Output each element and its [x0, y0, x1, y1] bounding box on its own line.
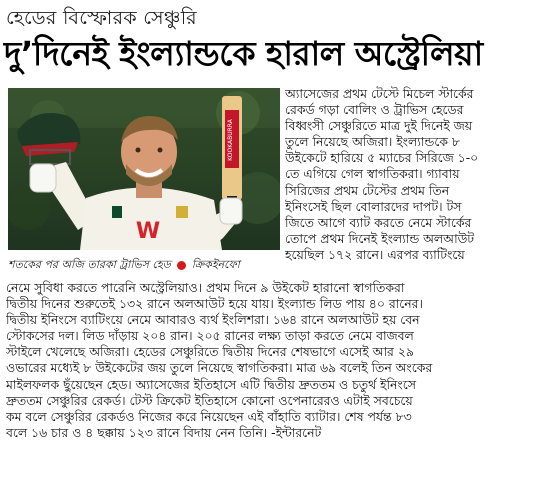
article-body-right-column — [285, 86, 537, 263]
body-line: দ্বিতীয় ইনিংসে ব্যাটিংয়ে নেমে আবারও ব্যর্থ ইংলিশরা। ১৬৪ রানে অলআউট হয় বেন — [6, 312, 420, 328]
article-photo — [8, 88, 280, 250]
body-line: জিতে আগে ব্যাট করতে নেমে স্টার্কের — [285, 214, 472, 230]
article-headline: দু’দিনেই ইংল্যান্ডকে হারাল অস্ট্রেলিয়া — [4, 34, 483, 73]
article-body-full-width — [6, 280, 539, 441]
body-line: স্টোকসের দল। লিড দাঁড়ায় ২০৪ রান। ২০৫ রানের লক্ষ্য তাড়া করতে নেমে বাজবল — [6, 328, 414, 344]
photo-caption: শতকের পর অজি তারকা ট্রাভিস হেড — [8, 257, 171, 271]
body-line: নেমে সুবিধা করতে পারেনি অস্ট্রেলিয়াও। প্রথম দিনে ৯ উইকেট হারানো স্বাগতিকরা — [6, 280, 405, 295]
body-line: অ্যাসেজের প্রথম টেস্টে মিচেল স্টার্কের — [285, 86, 474, 101]
body-line: ওভারের মধ্যেই ৮ উইকেটের জয় তুলে নিয়েছে স্বাগতিকরা। মাত্র ৬৯ বলেই তিন অংকের — [6, 360, 433, 376]
body-line: হয়েছিল ১৭২ রানে। এরপর ব্যাটিংয়ে — [285, 246, 465, 262]
body-line: কম বলে সেঞ্চুরির রেকর্ডও নিজের করে নিয়েছেন এই বাঁহাতি ব্যাটার। শেষ পর্যন্ত ৮৩ — [6, 408, 412, 424]
body-line: বলে ১৬ চার ও ৪ ছক্কায় ১২৩ রানে বিদায় নেন তিনি। -ইন্টারনেট — [6, 424, 322, 440]
bat-brand: KOOKABURRA — [227, 119, 234, 161]
batsman-celebration-image — [8, 88, 280, 250]
body-line: তে এগিয়ে গেল স্বাগতিকরা। গ্যাবায় — [285, 166, 460, 182]
article-kicker: হেডের বিস্ফোরক সেঞ্চুরি — [6, 7, 197, 29]
body-line: সিরিজের প্রথম টেস্টের প্রথম তিন — [285, 182, 450, 198]
photo-caption-row — [8, 255, 280, 275]
body-line: দ্রুততম সেঞ্চুরির রেকর্ড। টেস্ট ক্রিকেট ইতিহাসে কোনো ওপেনারেরও এটাই সবচেয়ে — [6, 392, 413, 408]
body-line: বিধ্বংসী সেঞ্চুরিতে মাত্র দুই দিনেই জয় — [285, 118, 473, 134]
body-line: মাইলফলক ছুঁয়েছেন হেড। অ্যাসেজের ইতিহাসে এটি দ্বিতীয় দ্রুততম ও চতুর্থ ইনিংসে — [6, 376, 416, 392]
photo-credit: ক্রিকইনফো — [191, 257, 240, 271]
body-line: ইনিংসেই ছিল বোলারদের দাপট। টস — [285, 198, 462, 214]
body-line: দ্বিতীয় দিনের শুরুতেই ১৩২ রানে অলআউট হয়ে যায়। ইংল্যান্ড লিড পায় ৪০ রানের। — [6, 296, 423, 312]
body-line: স্টাইলে খেলেছে অজিরা। হেডের সেঞ্চুরিতে দ্বিতীয় দিনের শেষভাগে এসেই আর ২৯ — [6, 344, 414, 360]
body-line: তোপে প্রথম দিনেই ইংল্যান্ড অলআউট — [285, 230, 474, 246]
shirt-logo: W — [135, 219, 161, 244]
credit-dot-icon — [177, 261, 186, 270]
body-line: রেকর্ড গড়া বোলিং ও ট্রাভিস হেডের — [285, 102, 464, 118]
body-line: উইকেটে হারিয়ে ৫ ম্যাচের সিরিজে ১-০ — [285, 150, 479, 166]
body-line: তুলে নিয়েছে অজিরা। ইংল্যান্ডকে ৮ — [285, 134, 460, 150]
